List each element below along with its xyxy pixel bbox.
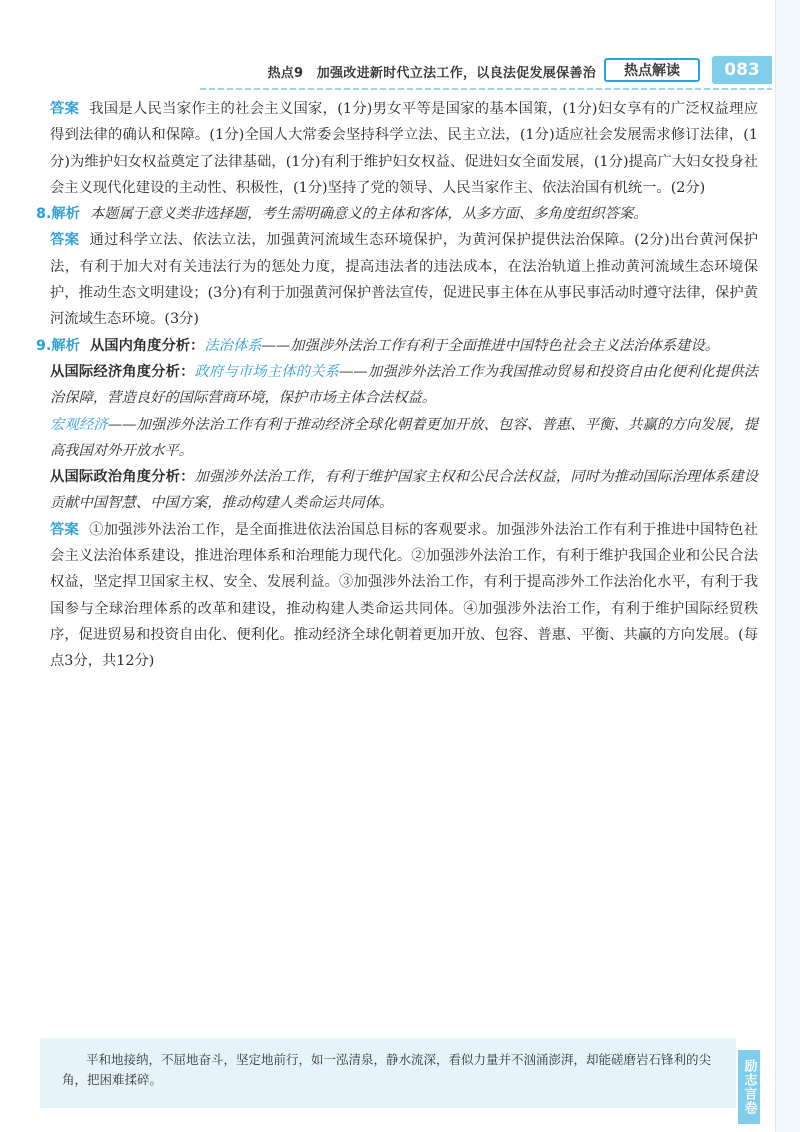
answer-tag: 答案 [50,101,80,117]
q8-answer [36,227,758,332]
answer-tag: 答案 [50,521,80,538]
header-divider [200,88,772,90]
q7-answer [36,96,758,201]
page-header [200,56,772,86]
analysis-tag: 解析 [51,206,80,223]
domestic-label: 从国内角度分析： [89,337,205,354]
domestic-text: ——加强涉外法治工作有利于全面推进中国特色社会主义法治体系建设。 [261,337,720,354]
econ-key: 政府与市场主体的关系 [194,363,340,380]
domestic-key: 法治体系 [204,337,262,354]
q9-analysis-politics [36,464,758,517]
footer-side-label: 励志言卷 [738,1050,760,1124]
q9-answer-text: ①加强涉外法治工作，是全面推进依法治国总目标的客观要求。加强涉外法治工作有利于推进中国特色社会主义法治体系建设，推进治理体系和治理能力现代化。②加强涉外法治工作，有利于维护我国企业和公民合法权益，坚定捍卫国家主权、安全、发展利益。③加强涉外法治工作，有利于提高涉外工作法治化水平，有利于我国参与全球治理体系的改革和建设，推动构建人类命运共同体。④加强涉外法治工作，有利于维护国际经贸秩序，促进贸易和投资自由化、便利化。推动经济全球化朝着更加开放、包容、普惠、平衡、共赢的方向发展。(每点3分，共12分) [50,521,758,670]
q8-analysis [36,201,758,227]
answer-tag: 答案 [50,232,80,249]
econ-text: ——加强涉外法治工作为我国推动贸易和投资自由化便利化提供法治保障，营造良好的国际营商环境，保护市场主体合法权益。 [50,363,759,407]
q9-analysis-macro [36,412,758,465]
econ-label: 从国际经济角度分析： [50,363,195,380]
q9-number: 9. [36,337,52,354]
footer-quote: 平和地接纳，不屈地奋斗，坚定地前行，如一泓清泉，静水流深，看似力量并不汹涌澎湃，却能磋磨岩石锋利的尖角，把困难揉碎。 [62,1052,712,1087]
q8-analysis-text: 本题属于意义类非选择题，考生需明确意义的主体和客体，从多方面、多角度组织答案。 [89,206,648,223]
q9-analysis-econ [36,359,758,412]
edge-strip [776,0,800,1132]
q7-answer-text: 我国是人民当家作主的社会主义国家，(1分)男女平等是国家的基本国策，(1分)妇女享有的广泛权益理应得到法律的确认和保障。(1分)全国人大常委会坚持科学立法、民主立法，(1分)适应社会发展需求修订法律，(1分)为维护妇女权益奠定了法律基础，(1分)有利于维护妇女权益、促进妇女全面发展，(1分)提高广大妇女投身社会主义现代化建设的主动性、积极性，(1分)坚持了党的领导、人民当家作主、依法治国有机统一。(2分) [50,101,759,196]
politics-label: 从国际政治角度分析： [50,469,195,486]
analysis-tag: 解析 [51,337,80,354]
politics-text: 加强涉外法治工作，有利于维护国家主权和公民合法权益，同时为推动国际治理体系建设贡献中国智慧、中国方案，推动构建人类命运共同体。 [50,469,759,512]
page-number: 083 [712,56,772,84]
page-title: 热点9 加强改进新时代立法工作，以良法促发展保善治 [267,66,596,81]
main-content [36,96,758,675]
macro-text: ——加强涉外法治工作有利于推动经济全球化朝着更加开放、包容、普惠、平衡、共赢的方向发展，提高我国对外开放水平。 [50,416,759,459]
macro-key: 宏观经济 [50,416,108,433]
footer-quote-box [40,1038,736,1108]
q8-answer-text: 通过科学立法、依法立法，加强黄河流域生态环境保护，为黄河保护提供法治保障。(2分)出台黄河保护法，有利于加大对有关违法行为的惩处力度，提高违法者的违法成本，在法治轨道上推动黄河流域生态环境保护，推动生态文明建设；(3分)有利于加强黄河保护普法宣传，促进民事主体在从事民事活动时遵守法律，保护黄河流域生态环境。(3分) [50,232,759,328]
q9-analysis-domestic [36,333,758,359]
section-badge: 热点解读 [604,58,700,82]
q9-answer [36,517,758,675]
q8-number: 8. [36,206,52,223]
